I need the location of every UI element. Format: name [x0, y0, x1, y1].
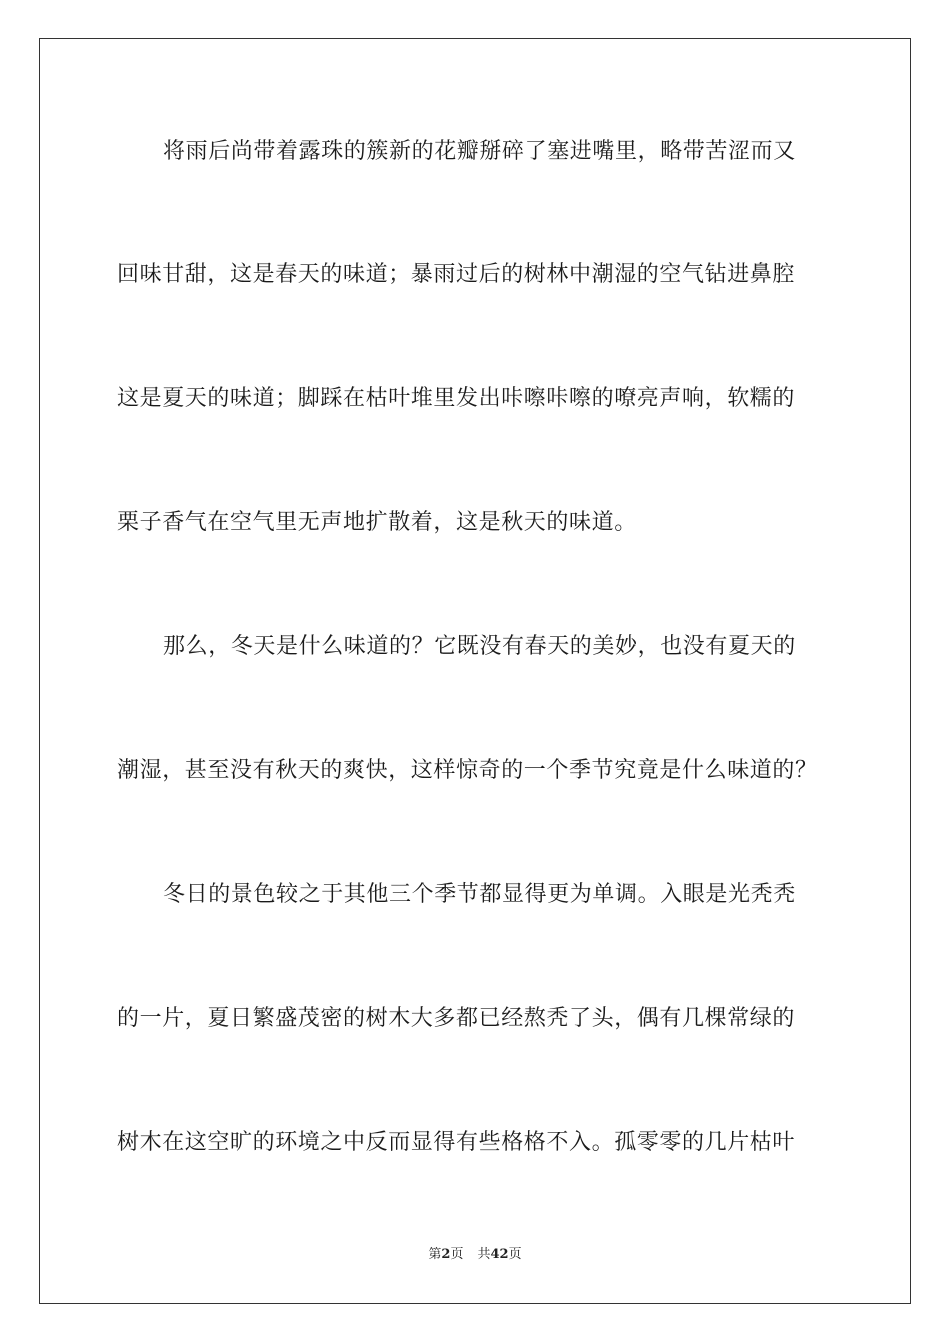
paragraph-1-line-1: 将雨后尚带着露珠的簇新的花瓣掰碎了塞进嘴里，略带苦涩而又 [163, 139, 796, 164]
page-number: 2 [441, 1247, 451, 1262]
page-suffix: 页 [450, 1247, 464, 1262]
paragraph-3-line-1: 冬日的景色较之于其他三个季节都显得更为单调。入眼是光秃秃 [163, 882, 796, 907]
paragraph-1-line-4: 栗子香气在空气里无声地扩散着，这是秋天的味道。 [117, 510, 637, 535]
paragraph-1-line-3: 这是夏天的味道；脚踩在枯叶堆里发出咔嚓咔嚓的嘹亮声响，软糯的 [117, 386, 796, 411]
paragraph-1-line-2: 回味甘甜，这是春天的味道；暴雨过后的树林中潮湿的空气钻进鼻腔 [117, 262, 796, 287]
total-pages: 42 [490, 1247, 509, 1262]
paragraph-2-line-1: 那么，冬天是什么味道的？它既没有春天的美妙，也没有夏天的 [163, 634, 796, 659]
paragraph-3-line-3: 树木在这空旷的环境之中反而显得有些格格不入。孤零零的几片枯叶 [117, 1130, 796, 1155]
page-prefix: 第 [428, 1247, 442, 1262]
page-footer [0, 1246, 950, 1264]
paragraph-3-line-2: 的一片，夏日繁盛茂密的树木大多都已经熬秃了头，偶有几棵常绿的 [117, 1006, 796, 1031]
total-suffix: 页 [508, 1247, 522, 1262]
paragraph-2-line-2: 潮湿，甚至没有秋天的爽快，这样惊奇的一个季节究竟是什么味道的？ [117, 758, 818, 783]
total-prefix: 共 [477, 1247, 491, 1262]
page-border [39, 38, 911, 1304]
